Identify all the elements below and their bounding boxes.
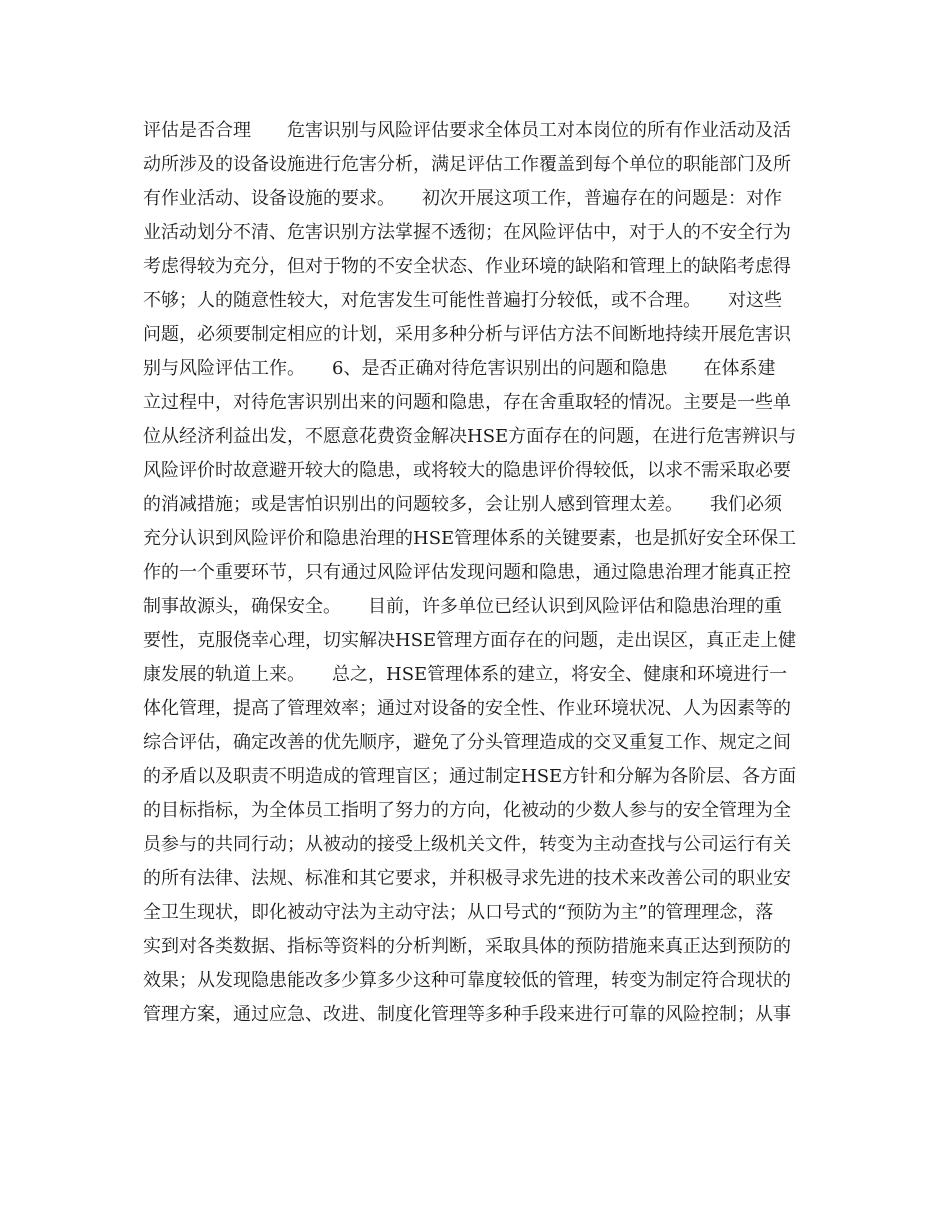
text-line: 评估是否合理 危害识别与风险评估要求全体员工对本岗位的所有作业活动及活	[143, 120, 791, 141]
text-line: 管理方案，通过应急、改进、制度化管理等多种手段来进行可靠的风险控制；从事	[143, 1004, 791, 1025]
text-line: 别与风险评估工作。 6、是否正确对待危害识别出的问题和隐患 在体系建	[143, 358, 776, 379]
text-line: 的矛盾以及职责不明造成的管理盲区；通过制定HSE方针和分解为各阶层、各方面	[143, 766, 797, 787]
text-line: 作的一个重要环节，只有通过风险评估发现问题和隐患，通过隐患治理才能真正控	[143, 562, 791, 583]
text-line: 有作业活动、设备设施的要求。 初次开展这项工作，普遍存在的问题是：对作	[143, 188, 782, 209]
text-line: 的目标指标，为全体员工指明了努力的方向，化被动的少数人参与的安全管理为全	[143, 800, 791, 821]
body-text	[143, 114, 823, 1032]
text-line: 制事故源头，确保安全。 目前，许多单位已经认识到风险评估和隐患治理的重	[143, 596, 782, 617]
text-line: 要性，克服侥幸心理，切实解决HSE管理方面存在的问题，走出误区，真正走上健	[143, 630, 797, 651]
text-line: 员参与的共同行动；从被动的接受上级机关文件，转变为主动查找与公司运行有关	[143, 834, 791, 855]
text-line: 实到对各类数据、指标等资料的分析判断，采取具体的预防措施来真正达到预防的	[143, 936, 791, 957]
text-line: 体化管理，提高了管理效率；通过对设备的安全性、作业环境状况、人为因素等的	[143, 698, 791, 719]
text-line: 风险评价时故意避开较大的隐患，或将较大的隐患评价得较低，以求不需采取必要	[143, 460, 791, 481]
text-line: 问题，必须要制定相应的计划，采用多种分析与评估方法不间断地持续开展危害识	[143, 324, 791, 345]
text-line: 康发展的轨道上来。 总之，HSE管理体系的建立，将安全、健康和环境进行一	[143, 664, 788, 685]
text-line: 业活动划分不清、危害识别方法掌握不透彻；在风险评估中，对于人的不安全行为	[143, 222, 791, 243]
text-line: 立过程中，对待危害识别出来的问题和隐患，存在舍重取轻的情况。主要是一些单	[143, 392, 791, 413]
text-line: 综合评估，确定改善的优先顺序，避免了分头管理造成的交叉重复工作、规定之间	[143, 732, 791, 753]
text-line: 的所有法律、法规、标准和其它要求，并积极寻求先进的技术来改善公司的职业安	[143, 868, 791, 889]
text-line: 全卫生现状，即化被动守法为主动守法；从口号式的“预防为主”的管理理念，落	[143, 902, 774, 923]
text-line: 的消减措施；或是害怕识别出的问题较多，会让别人感到管理太差。 我们必须	[143, 494, 782, 515]
text-line: 效果；从发现隐患能改多少算多少这种可靠度较低的管理，转变为制定符合现状的	[143, 970, 791, 991]
text-line: 考虑得较为充分，但对于物的不安全状态、作业环境的缺陷和管理上的缺陷考虑得	[143, 256, 791, 277]
text-line: 充分认识到风险评价和隐患治理的HSE管理体系的关键要素，也是抓好安全环保工	[143, 528, 797, 549]
text-line: 位从经济利益出发，不愿意花费资金解决HSE方面存在的问题，在进行危害辨识与	[143, 426, 797, 447]
text-line: 动所涉及的设备设施进行危害分析，满足评估工作覆盖到每个单位的职能部门及所	[143, 154, 791, 175]
text-line: 不够；人的随意性较大，对危害发生可能性普遍打分较低，或不合理。 对这些	[143, 290, 782, 311]
